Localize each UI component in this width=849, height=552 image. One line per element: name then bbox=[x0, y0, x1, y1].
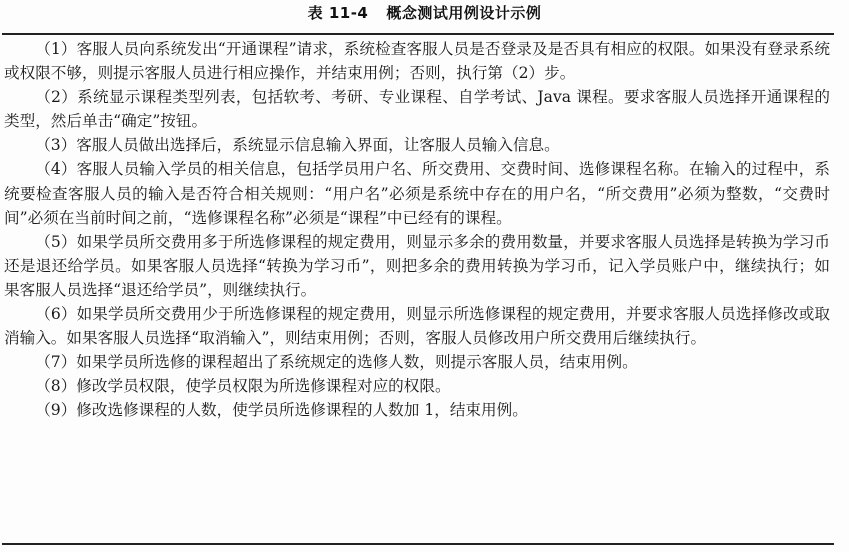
table-number: 表 11-4 bbox=[307, 4, 369, 22]
bottom-rule bbox=[2, 543, 834, 545]
step-paragraph-4: （4）客服人员输入学员的相关信息，包括学员用户名、所交费用、交费时间、选修课程名称。在输入的过程中，系统要检查客服人员的输入是否符合相关规则：“用户名”必须是系统中存在的用户名，“所交费用”必须为整数，“交费时间”必须在当前时间之前，“选修课程名称”必须是“课程”中已经有的课程。 bbox=[4, 160, 830, 227]
table-caption bbox=[0, 2, 849, 24]
step-paragraph-1: （1）客服人员向系统发出“开通课程”请求，系统检查客服人员是否登录及是否具有相应的权限。如果没有登录系统或权限不够，则提示客服人员进行相应操作，并结束用例；否则，执行第（2）步。 bbox=[4, 40, 830, 83]
table-body bbox=[4, 37, 830, 423]
step-paragraph-5: （5）如果学员所交费用多于所选修课程的规定费用，则显示多余的费用数量，并要求客服人员选择是转换为学习币还是退还给学员。如果客服人员选择“转换为学习币”，则把多余的费用转换为学习币，记入学员账户中，继续执行；如果客服人员选择“退还给学员”，则继续执行。 bbox=[4, 232, 830, 299]
step-paragraph-6: （6）如果学员所交费用少于所选修课程的规定费用，则显示所选修课程的规定费用，并要求客服人员选择修改或取消输入。如果客服人员选择“取消输入”，则结束用例；否则，客服人员修改用户所交费用后继续执行。 bbox=[4, 305, 830, 348]
step-paragraph-3: （3）客服人员做出选择后，系统显示信息输入界面，让客服人员输入信息。 bbox=[35, 136, 560, 155]
step-paragraph-9: （9）修改选修课程的人数，使学员所选修课程的人数加 1，结束用例。 bbox=[35, 401, 528, 420]
top-rule bbox=[2, 33, 834, 35]
step-paragraph-7: （7）如果学员所选修的课程超出了系统规定的选修人数，则提示客服人员，结束用例。 bbox=[35, 353, 638, 372]
step-paragraph-2: （2）系统显示课程类型列表，包括软考、考研、专业课程、自学考试、Java 课程。要求客服人员选择开通课程的类型，然后单击“确定”按钮。 bbox=[4, 88, 830, 131]
step-paragraph-8: （8）修改学员权限，使学员权限为所选修课程对应的权限。 bbox=[35, 377, 451, 396]
table-title: 概念测试用例设计示例 bbox=[386, 4, 542, 22]
